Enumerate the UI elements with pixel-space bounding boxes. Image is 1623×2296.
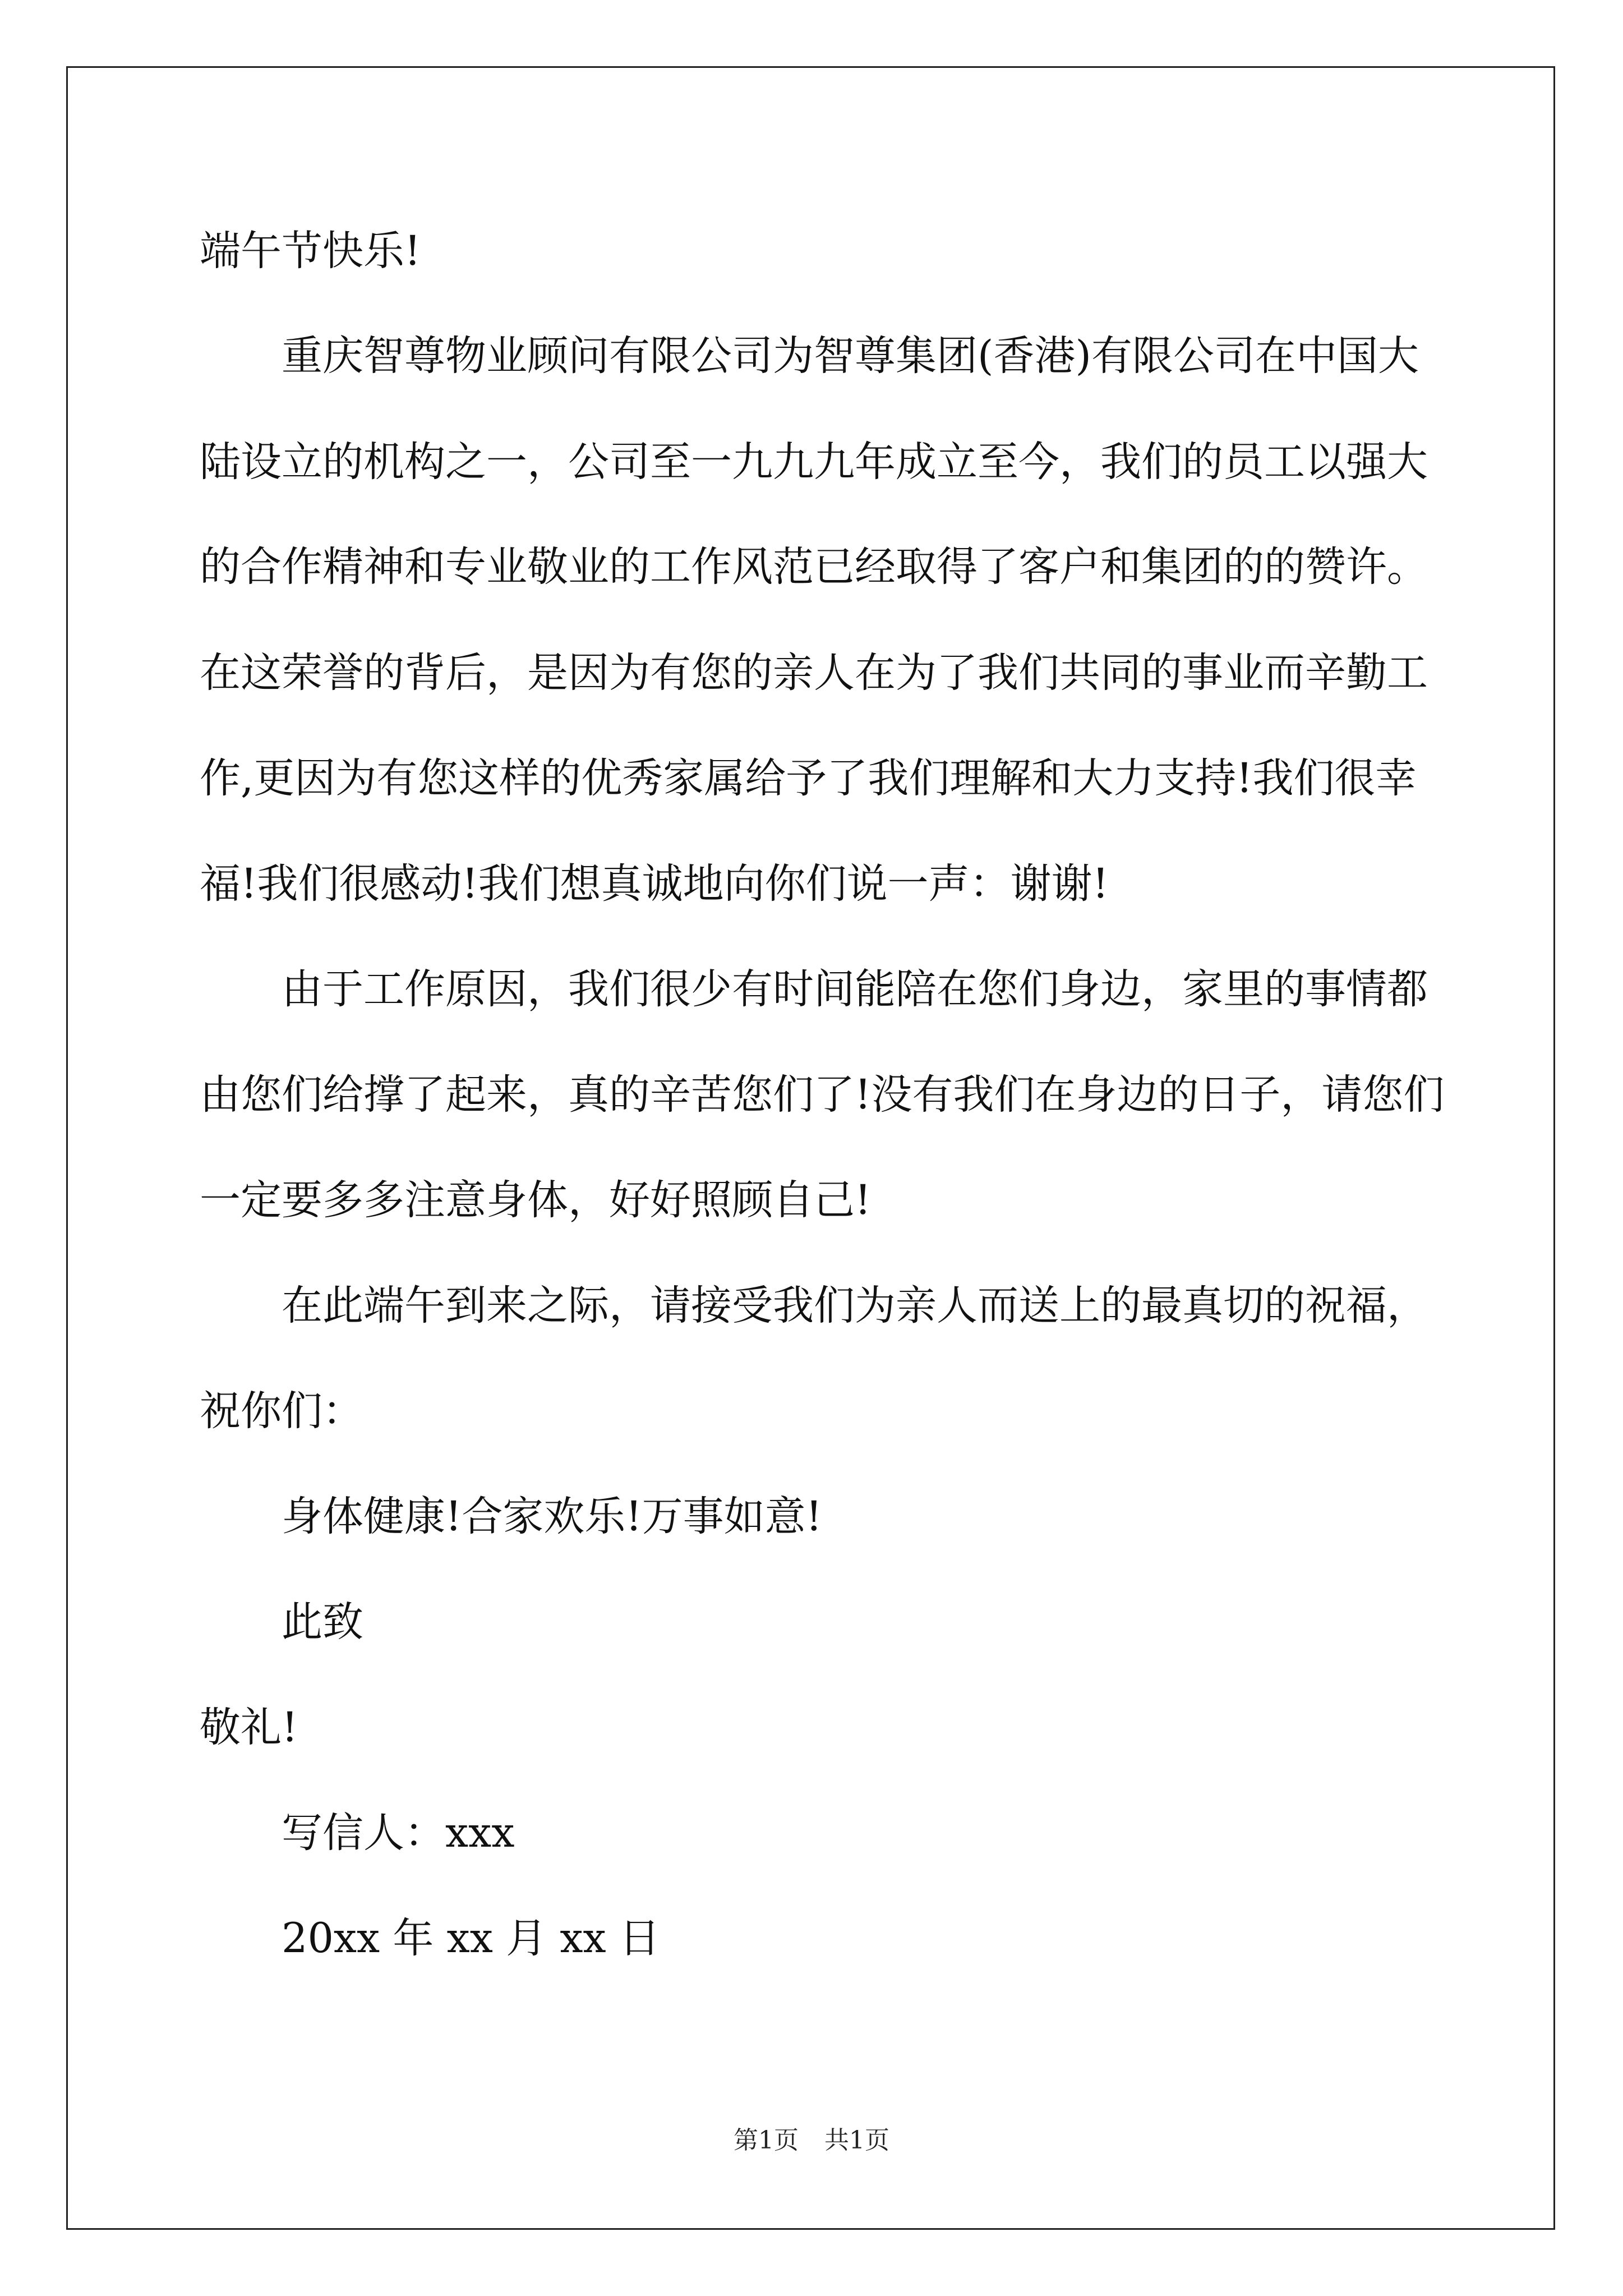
paragraph-1-line-5: 作,更因为有您这样的优秀家属给予了我们理解和大力支持!我们很幸 [200, 754, 1417, 802]
page-number: 第1页 [734, 2126, 799, 2155]
salute-line: 敬礼! [200, 1704, 298, 1751]
paragraph-3-line-2: 祝你们： [200, 1387, 363, 1435]
page-border [66, 66, 1555, 2230]
page-footer [0, 2125, 1623, 2156]
paragraph-1-line-4: 在这荣誉的背后，是因为有您的亲人在为了我们共同的事业而辛勤工 [200, 649, 1428, 697]
greeting-line: 端午节快乐! [200, 227, 421, 275]
closing-line: 此致 [282, 1598, 363, 1646]
wishes-line: 身体健康!合家欢乐!万事如意! [282, 1493, 823, 1540]
date-line: 20xx 年 xx 月 xx 日 [282, 1915, 660, 1962]
paragraph-2-line-2: 由您们给撑了起来，真的辛苦您们了!没有我们在身边的日子，请您们 [200, 1071, 1445, 1119]
signature-line: 写信人：xxx [282, 1809, 515, 1857]
paragraph-1-line-6: 福!我们很感动!我们想真诚地向你们说一声：谢谢! [200, 860, 1109, 908]
paragraph-2-line-1: 由于工作原因，我们很少有时间能陪在您们身边，家里的事情都 [282, 965, 1428, 1013]
paragraph-1-line-3: 的合作精神和专业敬业的工作风范已经取得了客户和集团的的赞许。 [200, 543, 1428, 591]
paragraph-1-line-2: 陆设立的机构之一，公司至一九九九年成立至今，我们的员工以强大 [200, 438, 1428, 486]
page-total: 共1页 [824, 2126, 889, 2155]
paragraph-3-line-1: 在此端午到来之际，请接受我们为亲人而送上的最真切的祝福， [282, 1282, 1428, 1329]
paragraph-2-line-3: 一定要多多注意身体，好好照顾自己! [200, 1176, 872, 1224]
paragraph-1-line-1: 重庆智尊物业顾问有限公司为智尊集团(香港)有限公司在中国大 [282, 332, 1419, 380]
